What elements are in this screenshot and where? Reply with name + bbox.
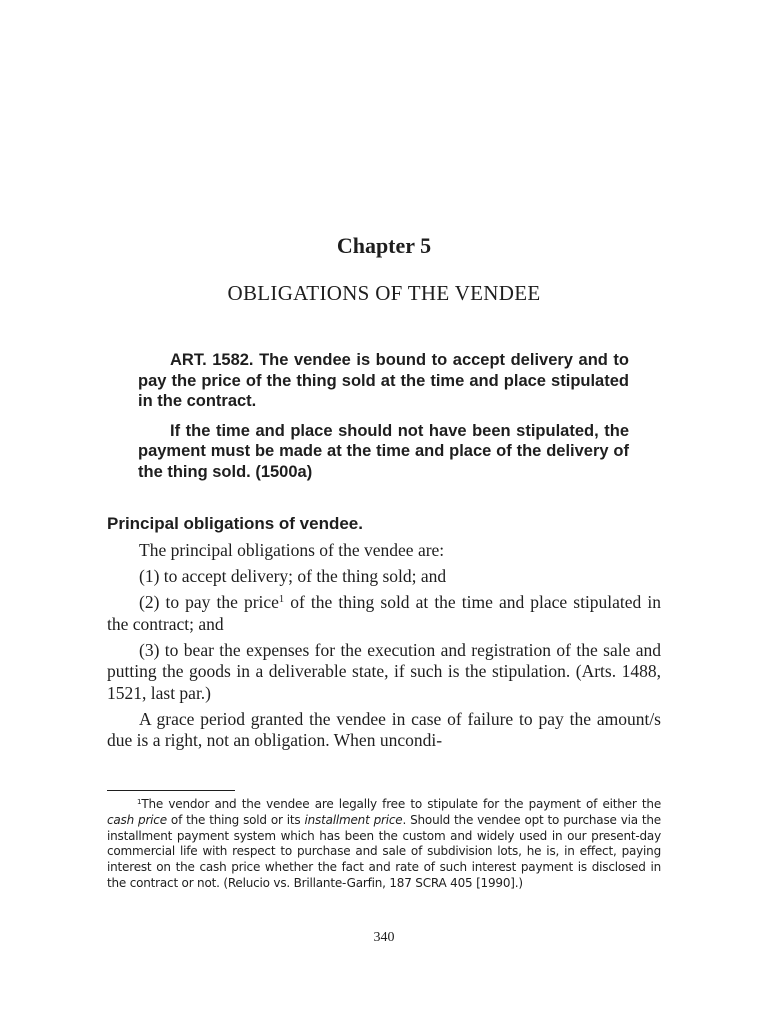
footnote-emphasis: cash price — [107, 812, 167, 827]
footnote — [107, 797, 661, 892]
list-item: (1) to accept delivery; of the thing sold; and — [139, 566, 447, 586]
list-item-text: of the thing sold at the time and place stipulated in the contract; and — [107, 592, 661, 634]
section-heading: Principal obligations of vendee. — [107, 514, 363, 533]
footnote-text: The vendor and the vendee are legally free to stipulate for the payment of either the — [141, 797, 661, 811]
footnote-marker: 1 — [137, 797, 142, 807]
body-paragraph-intro: The principal obligations of the vendee are: — [139, 540, 445, 560]
article-text — [138, 350, 629, 491]
list-item-text: (2) to pay the price — [139, 592, 279, 612]
page-number: 340 — [373, 930, 395, 945]
chapter-heading: Chapter 5 — [336, 233, 432, 258]
footnote-text: of the thing sold or its — [166, 812, 305, 827]
article-paragraph: If the time and place should not have been stipulated, the payment must be made at the time and place of the delivery of the thing sold. (1500a) — [138, 421, 629, 481]
footnote-divider — [107, 790, 235, 791]
footnote-emphasis: installment price — [304, 812, 403, 827]
list-item: (3) to bear the expenses for the execution and registration of the sale and putting the goods in a deliverable state, if such is the stipulation. (Arts. 1488, 1521, last par.) — [107, 639, 661, 703]
footnote-text: . Should the vendee opt to purchase via the installment payment system which has been the custom and widely used in our present-day commercial life with respect to purchase and sale of subdivision lots, he is, in effect, paying interest on the cash price whether the fact and rate of such interest payment is disclosed in the contract or not. (Relucio vs. Brillante-Garfin, 187 SCRA 405 [1990].) — [107, 812, 661, 890]
list-item — [107, 592, 661, 635]
article-paragraph: ART. 1582. The vendee is bound to accept delivery and to pay the price of the thing sold at the time and place stipulated in the contract. — [138, 351, 629, 410]
body-text — [107, 540, 661, 756]
body-paragraph: A grace period granted the vendee in case of failure to pay the amount/s due is a right, not an obligation. When uncondi- — [107, 708, 661, 750]
chapter-title: OBLIGATIONS OF THE VENDEE — [227, 281, 541, 305]
footnote-reference: 1 — [278, 594, 285, 606]
